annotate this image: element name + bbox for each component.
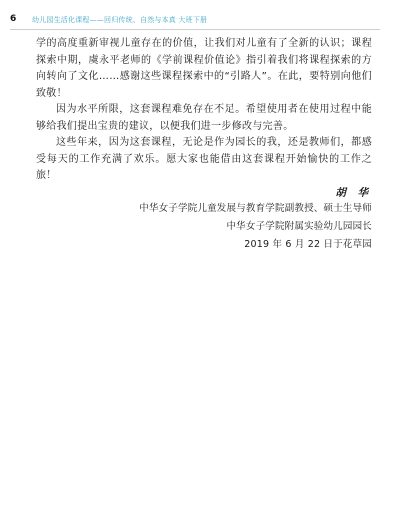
running-title: 幼儿园生活化课程——回归传统、自然与本真 大班下册 xyxy=(32,16,208,24)
author-name: 胡 华 xyxy=(335,187,372,199)
header-divider xyxy=(10,29,380,30)
author-title-2: 中华女子学院附属实验幼儿园园长 xyxy=(226,221,372,232)
signature-date: 2019 年 6 月 22 日于花草园 xyxy=(244,239,372,250)
paragraph-2: 因为水平所限，这套课程难免存在不足。希望使用者在使用过程中能够给我们提出宝贵的建议，以便我们进一步修改与完善。 xyxy=(36,104,372,132)
paragraph-1: 学的高度重新审视儿童存在的价值，让我们对儿童有了全新的认识；课程探索中期，虞永平老师的《学前课程价值论》指引着我们将课程探索的方向转向了文化……感谢这些课程探索中的“引路人”。在此，要特别向他们致敬！ xyxy=(36,38,372,99)
page-number: 6 xyxy=(10,14,17,24)
body-text xyxy=(36,36,372,185)
page-header xyxy=(10,11,380,31)
author-title-1: 中华女子学院儿童发展与教育学院副教授、硕士生导师 xyxy=(139,203,372,214)
paragraph-3: 这些年来，因为这套课程，无论是作为园长的我，还是教师们，都感受每天的工作充满了欢乐。愿大家也能借由这套课程开始愉快的工作之旅！ xyxy=(36,137,372,181)
